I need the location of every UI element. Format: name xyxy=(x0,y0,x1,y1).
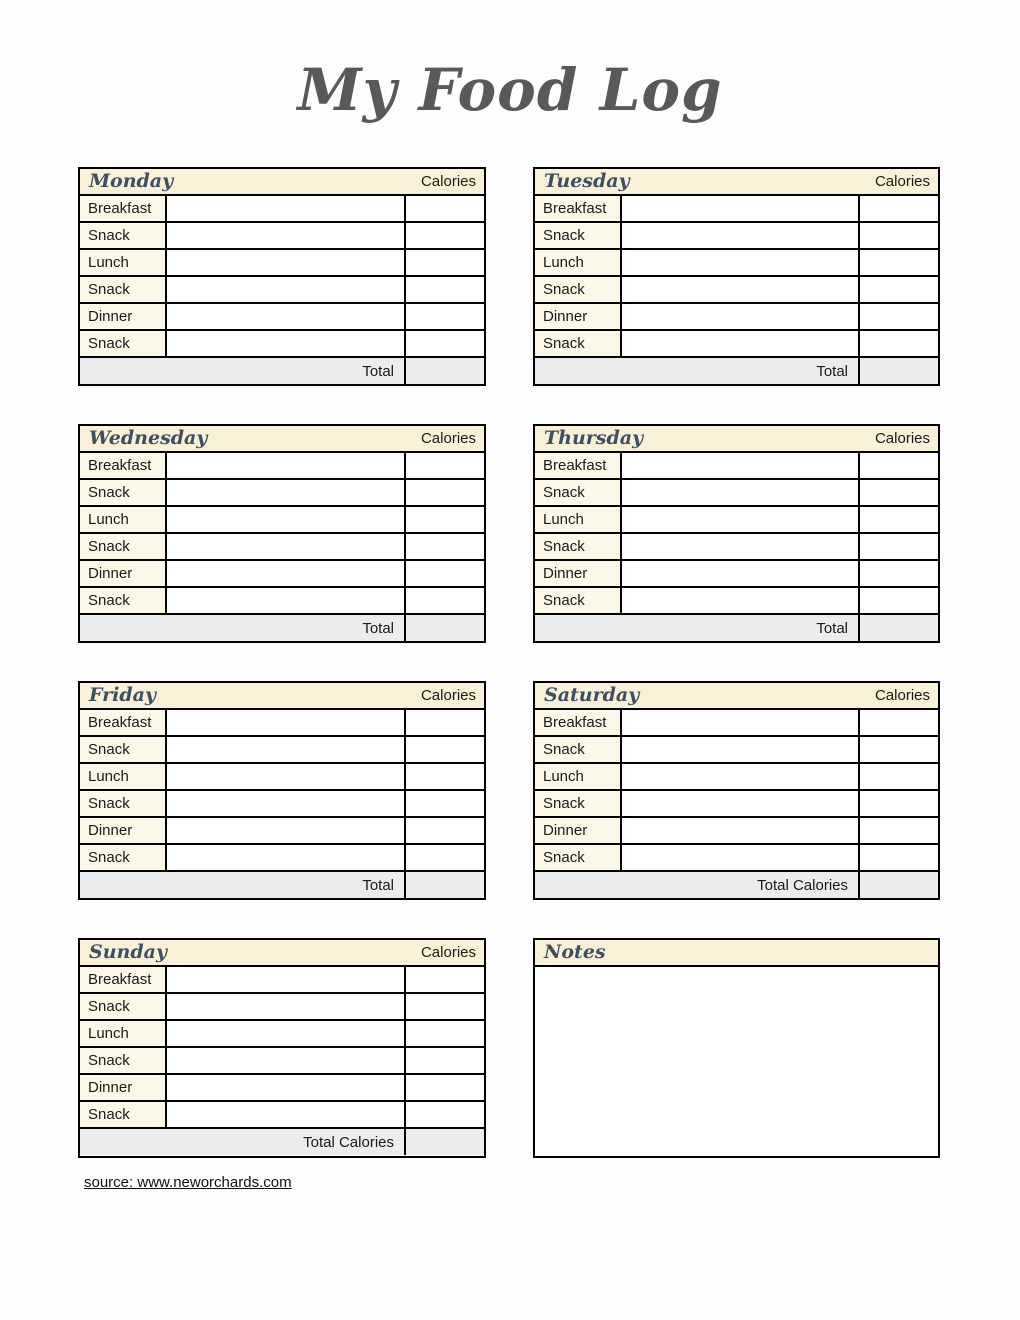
calories-entry-cell[interactable] xyxy=(860,277,938,302)
page-title: My Food Log xyxy=(297,56,723,124)
meal-row xyxy=(535,196,938,223)
meal-label-snack: Snack xyxy=(535,223,622,248)
food-entry-cell[interactable] xyxy=(622,791,860,816)
food-entry-cell[interactable] xyxy=(167,534,406,559)
food-entry-cell[interactable] xyxy=(167,791,406,816)
meal-label-dinner: Dinner xyxy=(80,304,167,329)
meal-label-snack: Snack xyxy=(80,480,167,505)
day-table-thursday xyxy=(533,424,940,643)
total-calories-entry-cell[interactable] xyxy=(860,615,938,641)
calories-entry-cell[interactable] xyxy=(406,196,484,221)
meal-label-snack: Snack xyxy=(80,994,167,1019)
calories-entry-cell[interactable] xyxy=(406,1102,484,1127)
calories-entry-cell[interactable] xyxy=(406,561,484,586)
calories-entry-cell[interactable] xyxy=(860,588,938,613)
food-entry-cell[interactable] xyxy=(167,588,406,613)
calories-entry-cell[interactable] xyxy=(860,818,938,843)
total-label: Total xyxy=(80,358,406,384)
calories-column-header: Calories xyxy=(420,687,476,704)
tables-grid xyxy=(78,167,940,1158)
notes-header xyxy=(535,940,938,967)
day-name-label: Friday xyxy=(89,684,157,706)
food-entry-cell[interactable] xyxy=(167,507,406,532)
food-entry-cell[interactable] xyxy=(622,196,860,221)
calories-entry-cell[interactable] xyxy=(406,967,484,992)
calories-entry-cell[interactable] xyxy=(860,791,938,816)
calories-entry-cell[interactable] xyxy=(860,710,938,735)
food-entry-cell[interactable] xyxy=(167,967,406,992)
food-entry-cell[interactable] xyxy=(622,250,860,275)
food-entry-cell[interactable] xyxy=(622,507,860,532)
meal-row xyxy=(80,1021,484,1048)
meal-label-snack: Snack xyxy=(535,737,622,762)
food-entry-cell[interactable] xyxy=(622,818,860,843)
meal-row xyxy=(80,737,484,764)
calories-column-header: Calories xyxy=(874,173,930,190)
calories-entry-cell[interactable] xyxy=(406,994,484,1019)
meal-row xyxy=(535,534,938,561)
food-entry-cell[interactable] xyxy=(167,1048,406,1073)
meal-label-lunch: Lunch xyxy=(535,250,622,275)
meal-label-lunch: Lunch xyxy=(535,507,622,532)
food-entry-cell[interactable] xyxy=(622,561,860,586)
food-entry-cell[interactable] xyxy=(167,764,406,789)
meal-label-lunch: Lunch xyxy=(535,764,622,789)
calories-entry-cell[interactable] xyxy=(860,331,938,356)
food-entry-cell[interactable] xyxy=(622,588,860,613)
meal-row xyxy=(80,331,484,358)
calories-entry-cell[interactable] xyxy=(406,845,484,870)
meal-row xyxy=(535,845,938,872)
meal-label-snack: Snack xyxy=(80,534,167,559)
total-calories-entry-cell[interactable] xyxy=(406,615,484,641)
day-table-wednesday xyxy=(78,424,486,643)
meal-row xyxy=(80,250,484,277)
meal-label-breakfast: Breakfast xyxy=(80,196,167,221)
food-entry-cell[interactable] xyxy=(167,1102,406,1127)
food-entry-cell[interactable] xyxy=(167,223,406,248)
meal-row xyxy=(535,818,938,845)
meal-label-snack: Snack xyxy=(535,277,622,302)
food-entry-cell[interactable] xyxy=(167,331,406,356)
calories-entry-cell[interactable] xyxy=(860,561,938,586)
meal-row xyxy=(80,1102,484,1129)
total-row xyxy=(80,872,484,898)
meal-label-snack: Snack xyxy=(535,331,622,356)
day-name-label: Tuesday xyxy=(544,170,630,192)
meal-label-lunch: Lunch xyxy=(80,764,167,789)
day-header xyxy=(80,426,484,453)
food-entry-cell[interactable] xyxy=(622,845,860,870)
meal-label-snack: Snack xyxy=(535,534,622,559)
food-entry-cell[interactable] xyxy=(622,277,860,302)
meal-row xyxy=(535,737,938,764)
total-label: Total xyxy=(80,615,406,641)
day-table-tuesday xyxy=(533,167,940,386)
food-entry-cell[interactable] xyxy=(167,710,406,735)
meal-label-snack: Snack xyxy=(80,331,167,356)
meal-row xyxy=(80,588,484,615)
meal-row xyxy=(535,480,938,507)
meal-row xyxy=(80,561,484,588)
calories-entry-cell[interactable] xyxy=(406,250,484,275)
food-entry-cell[interactable] xyxy=(167,196,406,221)
meal-row xyxy=(535,710,938,737)
calories-entry-cell[interactable] xyxy=(860,737,938,762)
calories-entry-cell[interactable] xyxy=(860,764,938,789)
calories-entry-cell[interactable] xyxy=(406,764,484,789)
total-calories-entry-cell[interactable] xyxy=(406,358,484,384)
meal-label-breakfast: Breakfast xyxy=(80,710,167,735)
meal-label-dinner: Dinner xyxy=(80,1075,167,1100)
day-name-label: Thursday xyxy=(544,427,644,449)
food-entry-cell[interactable] xyxy=(167,561,406,586)
meal-row xyxy=(80,453,484,480)
meal-label-breakfast: Breakfast xyxy=(535,196,622,221)
food-entry-cell[interactable] xyxy=(167,250,406,275)
meal-row xyxy=(80,710,484,737)
notes-input-area[interactable] xyxy=(535,967,938,1156)
day-name-label: Saturday xyxy=(544,684,640,706)
calories-entry-cell[interactable] xyxy=(406,1075,484,1100)
meal-label-snack: Snack xyxy=(80,1048,167,1073)
day-header xyxy=(535,683,938,710)
meal-label-snack: Snack xyxy=(80,737,167,762)
meal-row xyxy=(535,277,938,304)
meal-label-dinner: Dinner xyxy=(535,818,622,843)
day-header xyxy=(535,169,938,196)
total-label: Total xyxy=(535,358,860,384)
total-row xyxy=(535,615,938,641)
food-entry-cell[interactable] xyxy=(167,1021,406,1046)
meal-row xyxy=(80,480,484,507)
meal-label-snack: Snack xyxy=(535,791,622,816)
total-row xyxy=(80,615,484,641)
calories-entry-cell[interactable] xyxy=(860,845,938,870)
food-entry-cell[interactable] xyxy=(622,331,860,356)
food-entry-cell[interactable] xyxy=(622,710,860,735)
meal-label-breakfast: Breakfast xyxy=(535,453,622,478)
calories-entry-cell[interactable] xyxy=(406,1021,484,1046)
calories-entry-cell[interactable] xyxy=(406,331,484,356)
meal-label-breakfast: Breakfast xyxy=(535,710,622,735)
meal-label-breakfast: Breakfast xyxy=(80,453,167,478)
calories-entry-cell[interactable] xyxy=(406,791,484,816)
calories-entry-cell[interactable] xyxy=(406,588,484,613)
meal-label-snack: Snack xyxy=(80,223,167,248)
meal-row xyxy=(535,250,938,277)
food-entry-cell[interactable] xyxy=(167,304,406,329)
calories-entry-cell[interactable] xyxy=(860,480,938,505)
food-entry-cell[interactable] xyxy=(167,737,406,762)
meal-label-dinner: Dinner xyxy=(80,818,167,843)
meal-label-snack: Snack xyxy=(535,588,622,613)
meal-row xyxy=(535,561,938,588)
day-name-label: Wednesday xyxy=(89,427,208,449)
day-name-label: Sunday xyxy=(89,941,167,963)
meal-label-snack: Snack xyxy=(535,845,622,870)
meal-row xyxy=(80,967,484,994)
day-table-friday xyxy=(78,681,486,900)
calories-entry-cell[interactable] xyxy=(406,277,484,302)
meal-row xyxy=(80,507,484,534)
food-entry-cell[interactable] xyxy=(622,223,860,248)
meal-label-snack: Snack xyxy=(80,588,167,613)
calories-entry-cell[interactable] xyxy=(406,534,484,559)
day-header xyxy=(80,169,484,196)
meal-row xyxy=(80,845,484,872)
meal-row xyxy=(535,588,938,615)
total-label: Total xyxy=(535,615,860,641)
day-table-saturday xyxy=(533,681,940,900)
calories-entry-cell[interactable] xyxy=(406,737,484,762)
calories-entry-cell[interactable] xyxy=(406,304,484,329)
food-entry-cell[interactable] xyxy=(622,453,860,478)
meal-label-dinner: Dinner xyxy=(535,561,622,586)
food-entry-cell[interactable] xyxy=(622,534,860,559)
calories-entry-cell[interactable] xyxy=(406,710,484,735)
food-entry-cell[interactable] xyxy=(622,764,860,789)
notes-title: Notes xyxy=(544,941,606,963)
calories-column-header: Calories xyxy=(874,430,930,447)
total-row xyxy=(80,1129,484,1155)
total-label: Total Calories xyxy=(535,872,860,898)
calories-entry-cell[interactable] xyxy=(860,453,938,478)
calories-entry-cell[interactable] xyxy=(860,196,938,221)
total-row xyxy=(535,872,938,898)
meal-label-lunch: Lunch xyxy=(80,507,167,532)
meal-label-dinner: Dinner xyxy=(80,561,167,586)
meal-row xyxy=(535,223,938,250)
notes-section xyxy=(533,938,940,1158)
meal-row xyxy=(80,534,484,561)
calories-entry-cell[interactable] xyxy=(860,507,938,532)
day-header xyxy=(535,426,938,453)
meal-row xyxy=(80,277,484,304)
meal-label-snack: Snack xyxy=(535,480,622,505)
food-entry-cell[interactable] xyxy=(167,845,406,870)
meal-row xyxy=(535,507,938,534)
total-label: Total xyxy=(80,872,406,898)
meal-row xyxy=(80,818,484,845)
day-header xyxy=(80,683,484,710)
food-entry-cell[interactable] xyxy=(622,304,860,329)
meal-row xyxy=(80,764,484,791)
meal-row xyxy=(80,791,484,818)
calories-entry-cell[interactable] xyxy=(860,250,938,275)
meal-row xyxy=(80,196,484,223)
day-table-monday xyxy=(78,167,486,386)
meal-row xyxy=(80,1075,484,1102)
day-header xyxy=(80,940,484,967)
total-row xyxy=(535,358,938,384)
food-entry-cell[interactable] xyxy=(167,480,406,505)
meal-label-breakfast: Breakfast xyxy=(80,967,167,992)
meal-row xyxy=(535,331,938,358)
total-row xyxy=(80,358,484,384)
meal-row xyxy=(80,304,484,331)
calories-entry-cell[interactable] xyxy=(406,480,484,505)
calories-entry-cell[interactable] xyxy=(406,1048,484,1073)
day-name-label: Monday xyxy=(89,170,174,192)
calories-column-header: Calories xyxy=(420,944,476,961)
meal-label-snack: Snack xyxy=(80,1102,167,1127)
meal-label-lunch: Lunch xyxy=(80,250,167,275)
calories-entry-cell[interactable] xyxy=(860,534,938,559)
meal-row xyxy=(535,304,938,331)
calories-column-header: Calories xyxy=(874,687,930,704)
calories-column-header: Calories xyxy=(420,173,476,190)
calories-entry-cell[interactable] xyxy=(406,818,484,843)
meal-label-snack: Snack xyxy=(80,845,167,870)
meal-row xyxy=(80,223,484,250)
food-entry-cell[interactable] xyxy=(167,277,406,302)
meal-label-lunch: Lunch xyxy=(80,1021,167,1046)
food-entry-cell[interactable] xyxy=(167,818,406,843)
meal-row xyxy=(535,764,938,791)
total-calories-entry-cell[interactable] xyxy=(406,872,484,898)
calories-entry-cell[interactable] xyxy=(406,507,484,532)
food-entry-cell[interactable] xyxy=(167,1075,406,1100)
food-entry-cell[interactable] xyxy=(167,994,406,1019)
calories-column-header: Calories xyxy=(420,430,476,447)
meal-row xyxy=(80,1048,484,1075)
source-link[interactable]: source: www.neworchards.com xyxy=(84,1174,292,1191)
meal-label-dinner: Dinner xyxy=(535,304,622,329)
food-entry-cell[interactable] xyxy=(622,737,860,762)
calories-entry-cell[interactable] xyxy=(860,304,938,329)
day-table-sunday xyxy=(78,938,486,1158)
calories-entry-cell[interactable] xyxy=(406,453,484,478)
meal-row xyxy=(535,791,938,818)
meal-row xyxy=(80,994,484,1021)
meal-label-snack: Snack xyxy=(80,277,167,302)
total-calories-entry-cell[interactable] xyxy=(406,1129,484,1155)
meal-label-snack: Snack xyxy=(80,791,167,816)
total-calories-entry-cell[interactable] xyxy=(860,358,938,384)
calories-entry-cell[interactable] xyxy=(406,223,484,248)
meal-row xyxy=(535,453,938,480)
calories-entry-cell[interactable] xyxy=(860,223,938,248)
food-entry-cell[interactable] xyxy=(622,480,860,505)
food-entry-cell[interactable] xyxy=(167,453,406,478)
total-label: Total Calories xyxy=(80,1129,406,1155)
total-calories-entry-cell[interactable] xyxy=(860,872,938,898)
